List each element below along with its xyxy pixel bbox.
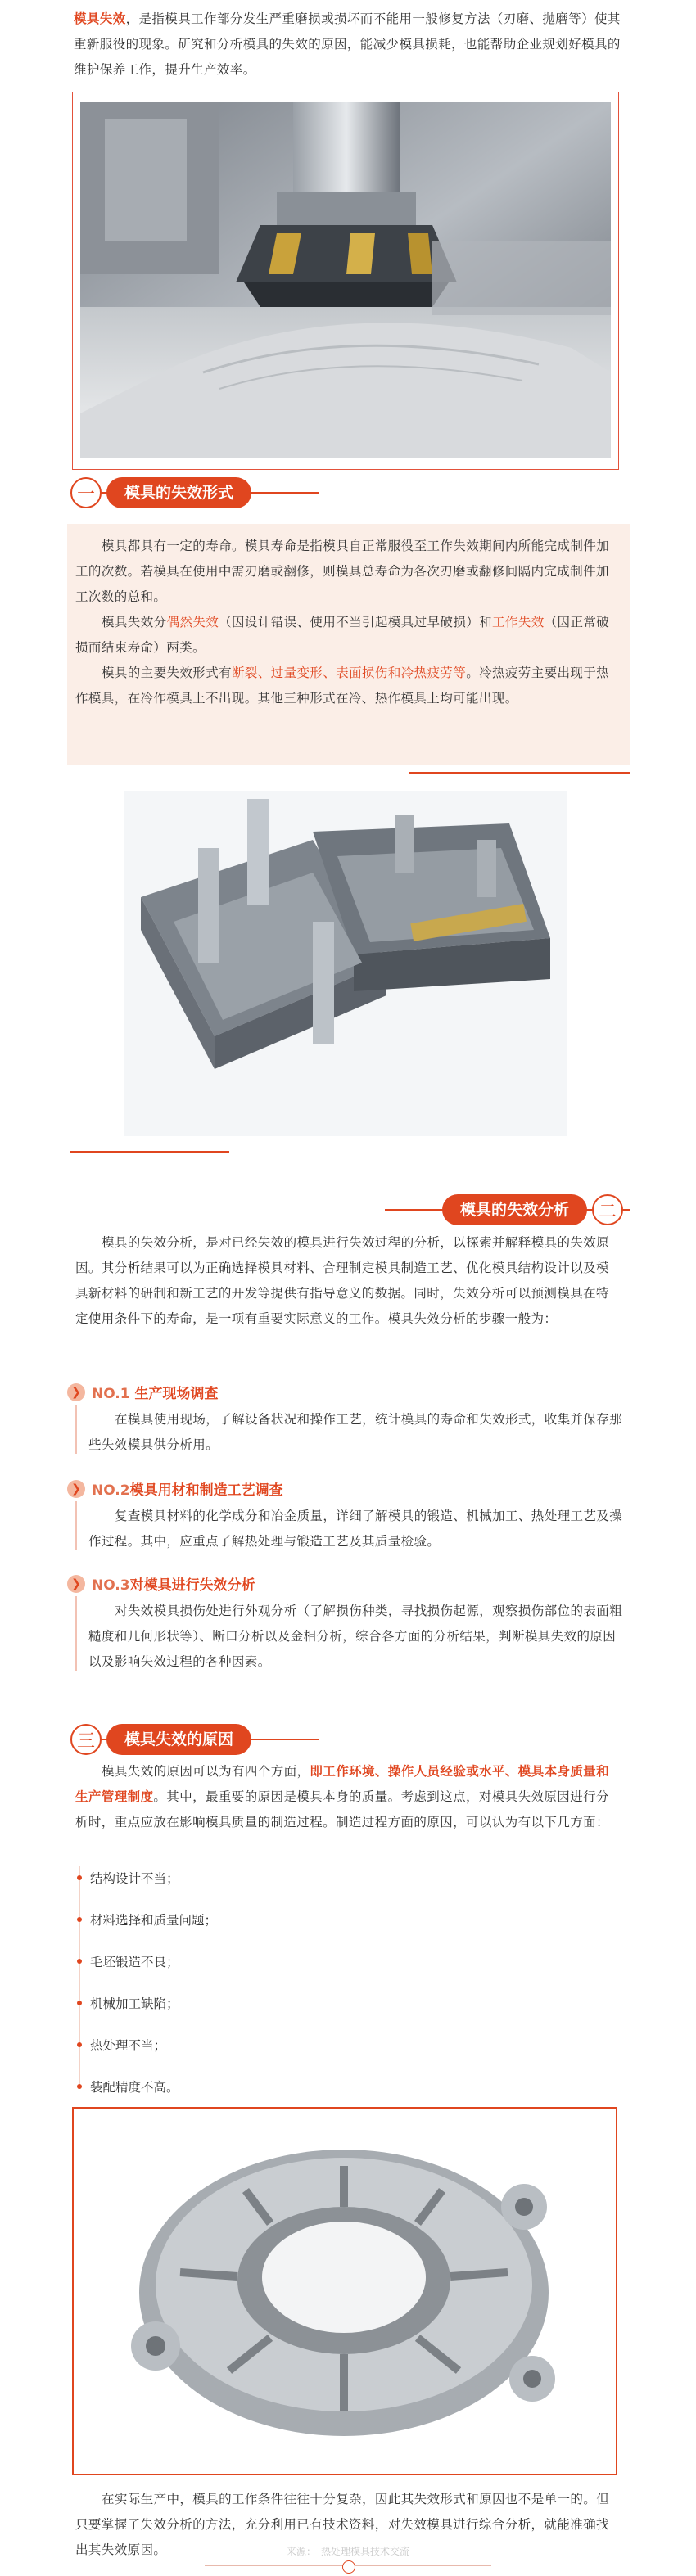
list-line <box>79 1866 80 2087</box>
section3-header <box>70 1724 251 1755</box>
list-item: 毛坯锻造不良； <box>75 1952 179 1970</box>
step-3 <box>67 1573 624 1594</box>
step-2-heading: NO.2模具用材和制造工艺调查 <box>92 1482 283 1499</box>
divider-line <box>70 1151 229 1153</box>
section2-header <box>442 1194 623 1225</box>
step-2-line <box>75 1501 77 1550</box>
section1-text <box>75 534 620 711</box>
casting-photo <box>82 2117 608 2467</box>
section1-p3: 模具的主要失效形式有断裂、过量变形、表面损伤和冷热疲劳等。冷热疲劳主要出现于热作模具，在冷作模具上不出现。其他三种形式在冷、热作模具上均可能出现。 <box>75 665 610 706</box>
milling-cutter-photo <box>80 102 611 458</box>
list-item: 装配精度不高。 <box>75 2077 179 2096</box>
list-item: 材料选择和质量问题； <box>75 1911 217 1929</box>
footer-ornament-icon <box>342 2560 355 2574</box>
section2-number: 二 <box>592 1194 623 1225</box>
step-2 <box>67 1478 624 1499</box>
section1-number: 一 <box>70 477 102 508</box>
step-1-line <box>75 1405 77 1454</box>
section3-title: 模具失效的原因 <box>106 1724 251 1755</box>
list-item: 结构设计不当； <box>75 1869 179 1887</box>
step-1 <box>67 1382 624 1402</box>
intro-text: ，是指模具工作部分发生严重磨损或损坏而不能用一般修复方法（刃磨、抛磨等）使其重新服役的现象。研究和分析模具的失效的原因，能减少模具损耗，也能帮助企业规划好模具的维护保养工作，提升生产效率。 <box>74 11 621 77</box>
list-item: 机械加工缺陷； <box>75 1994 179 2012</box>
section3-closing: 在实际生产中，模具的工作条件往往十分复杂，因此其失效形式和原因也不是单一的。但只要掌握了失效分析的方法，充分利用已有技术资料，对失效模具进行综合分析，就能准确找出其失效原因。 <box>75 2492 610 2557</box>
section3-number: 三 <box>70 1724 102 1755</box>
footer-source: 来源： 热处理模具技术交流 <box>286 2546 409 2557</box>
step-3-heading: NO.3对模具进行失效分析 <box>92 1577 255 1594</box>
intro-paragraph <box>74 7 630 83</box>
chevron-right-icon: ❯ <box>67 1575 85 1593</box>
section1-p1: 模具都具有一定的寿命。模具寿命是指模具自正常服役至工作失效期间内所能完成制件加工的次数。若模具在使用中需刃磨或翻修，则模具总寿命为各次刃磨或翻修间隔内完成制件加工次数的总和。 <box>75 539 610 604</box>
section3-intro: 模具失效的原因可以为有四个方面，即工作环境、操作人员经验或水平、模具本身质量和生产管理制度。其中，最重要的原因是模具本身的质量。考虑到这点，对模具失效原因进行分析时，重点应放在影响模具质量的制造过程。制造过程方面的原因，可以认为有以下几方面： <box>75 1764 610 1829</box>
section1-title: 模具的失效形式 <box>106 477 251 508</box>
die-set-photo <box>124 791 567 1136</box>
section1-p2: 模具失效分偶然失效（因设计错误、使用不当引起模具过早破损）和工作失效（因正常破损而结束寿命）两类。 <box>75 615 610 655</box>
section1-bottom-rule <box>409 772 630 774</box>
section1-header <box>70 477 251 508</box>
chevron-right-icon: ❯ <box>67 1383 85 1401</box>
list-item: 热处理不当； <box>75 2036 166 2054</box>
step-1-heading: NO.1 生产现场调查 <box>92 1386 219 1402</box>
intro-term: 模具失效 <box>74 11 126 26</box>
chevron-right-icon: ❯ <box>67 1480 85 1498</box>
step-3-line <box>75 1596 77 1671</box>
step-2-text: 复查模具材料的化学成分和冶金质量，详细了解模具的锻造、机械加工、热处理工艺及操作过程。其中，应重点了解热处理与锻造工艺及其质量检验。 <box>88 1509 623 1549</box>
step-1-text: 在模具使用现场，了解设备状况和操作工艺，统计模具的寿命和失效形式，收集并保存那些失效模具供分析用。 <box>88 1412 623 1452</box>
section2-title: 模具的失效分析 <box>442 1194 587 1225</box>
step-3-text: 对失效模具损伤处进行外观分析（了解损伤种类，寻找损伤起源，观察损伤部位的表面粗糙度和几何形状等）、断口分析以及金相分析，综合各方面的分析结果，判断模具失效的原因以及影响失效过程的各种因素。 <box>88 1604 623 1669</box>
section2-intro: 模具的失效分析，是对已经失效的模具进行失效过程的分析，以探索并解释模具的失效原因。其分析结果可以为正确选择模具材料、合理制定模具制造工艺、优化模具结构设计以及模具新材料的研制和新工艺的开发等提供有指导意义的数据。同时，失效分析可以预测模具在特定使用条件下的寿命，是一项有重要实际意义的工作。模具失效分析的步骤一般为： <box>75 1235 610 1326</box>
